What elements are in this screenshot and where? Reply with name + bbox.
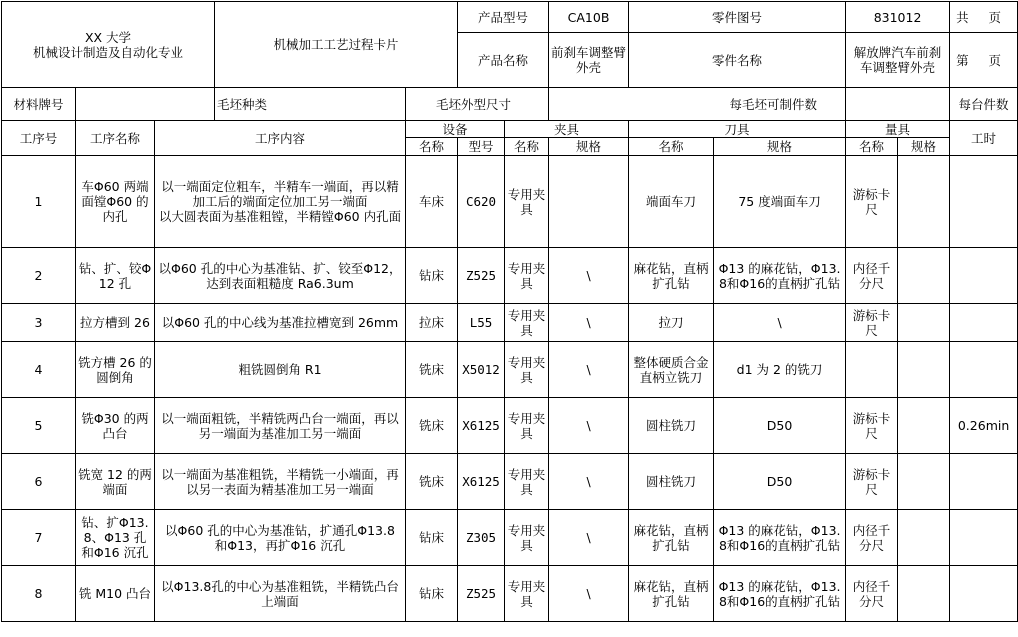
op-content: 以一端面定位粗车，半精车一端面，再以精加工后的端面定位加工另一端面 以大圆表面为基准粗镗，半精镗Φ60 内孔面 [155, 156, 406, 248]
op-equipment-name: 钻床 [406, 248, 458, 304]
op-fixture-name: 专用夹具 [505, 398, 549, 454]
op-gauge-name [846, 342, 898, 398]
sub-gauge-name: 名称 [846, 138, 898, 156]
part-drawing-value: 831012 [846, 2, 950, 33]
total-label: 共 [956, 9, 969, 25]
op-fixture-spec: \ [549, 566, 629, 622]
op-cutter-spec: Φ13 的麻花钻，Φ13.8和Φ16的直柄扩孔钻 [714, 566, 846, 622]
op-gauge-spec [898, 398, 950, 454]
op-cutter-name: 麻花钻，直柄扩孔钻 [629, 248, 714, 304]
op-gauge-spec [898, 248, 950, 304]
op-cutter-spec: Φ13 的麻花钻，Φ13.8和Φ16的直柄扩孔钻 [714, 248, 846, 304]
table-row [2, 304, 1018, 342]
per-unit-label: 每台件数 [950, 88, 1018, 121]
total-unit: 页 [988, 9, 1001, 25]
op-gauge-spec [898, 454, 950, 510]
per-blank-value [846, 88, 950, 121]
op-content: 以Φ60 孔的中心为基准钻，扩通孔Φ13.8 和Φ13，再扩Φ16 沉孔 [155, 510, 406, 566]
col-gauge-header: 量具 [846, 121, 950, 138]
col-name-header: 工序名称 [76, 121, 155, 156]
material-value [76, 88, 215, 121]
op-name: 钻、扩、铰Φ12 孔 [76, 248, 155, 304]
per-blank-label: 每毛坯可制件数 [549, 88, 846, 121]
product-name-value: 前刹车调整臂外壳 [549, 33, 629, 88]
op-equipment-name: 钻床 [406, 566, 458, 622]
card-title: 机械加工工艺过程卡片 [215, 2, 458, 88]
op-content: 以Φ60 孔的中心为基准钻、扩、铰至Φ12，达到表面粗糙度 Ra6.3um [155, 248, 406, 304]
blank-size-label: 毛坯外型尺寸 [406, 88, 549, 121]
op-cutter-name: 麻花钻，直柄扩孔钻 [629, 510, 714, 566]
col-no-header: 工序号 [2, 121, 76, 156]
op-content: 粗铣圆倒角 R1 [155, 342, 406, 398]
op-equipment-model: X6125 [458, 454, 505, 510]
op-cutter-spec: D50 [714, 454, 846, 510]
op-no: 8 [2, 566, 76, 622]
op-name: 铣宽 12 的两端面 [76, 454, 155, 510]
op-no: 4 [2, 342, 76, 398]
sub-equipment-name: 名称 [406, 138, 458, 156]
op-gauge-spec [898, 342, 950, 398]
op-cutter-name: 整体硬质合金直柄立铣刀 [629, 342, 714, 398]
op-equipment-model: L55 [458, 304, 505, 342]
op-equipment-name: 铣床 [406, 342, 458, 398]
process-card-table [1, 1, 1018, 622]
op-equipment-model: Z305 [458, 510, 505, 566]
page-number-cell [950, 33, 1018, 88]
table-row [2, 454, 1018, 510]
op-content: 以Φ13.8孔的中心为基准粗铣，半精铣凸台上端面 [155, 566, 406, 622]
op-cutter-name: 圆柱铣刀 [629, 398, 714, 454]
op-name: 钻、扩Φ13.8、Φ13 孔和Φ16 沉孔 [76, 510, 155, 566]
op-equipment-model: Z525 [458, 566, 505, 622]
op-cutter-spec: d1 为 2 的铣刀 [714, 342, 846, 398]
op-gauge-name: 游标卡尺 [846, 156, 898, 248]
product-model-label: 产品型号 [458, 2, 549, 33]
op-no: 1 [2, 156, 76, 248]
school-name: XX 大学 [84, 29, 132, 45]
op-fixture-spec: \ [549, 304, 629, 342]
total-pages-cell [950, 2, 1018, 33]
op-no: 7 [2, 510, 76, 566]
op-name: 铣Φ30 的两凸台 [76, 398, 155, 454]
op-equipment-name: 拉床 [406, 304, 458, 342]
op-fixture-name: 专用夹具 [505, 566, 549, 622]
product-model-value: CA10B [549, 2, 629, 33]
part-name-value: 解放牌汽车前刹车调整臂外壳 [846, 33, 950, 88]
part-name-label: 零件名称 [629, 33, 846, 88]
op-equipment-model: C620 [458, 156, 505, 248]
op-fixture-spec [549, 156, 629, 248]
op-equipment-model: X5012 [458, 342, 505, 398]
table-row [2, 156, 1018, 248]
op-time [950, 342, 1018, 398]
material-label: 材料牌号 [2, 88, 76, 121]
op-no: 3 [2, 304, 76, 342]
table-row [2, 248, 1018, 304]
op-equipment-name: 钻床 [406, 510, 458, 566]
op-cutter-spec: Φ13 的麻花钻，Φ13.8和Φ16的直柄扩孔钻 [714, 510, 846, 566]
table-row [2, 566, 1018, 622]
op-cutter-spec: \ [714, 304, 846, 342]
product-name-label: 产品名称 [458, 33, 549, 88]
op-fixture-spec: \ [549, 342, 629, 398]
op-fixture-name: 专用夹具 [505, 156, 549, 248]
major-name: 机械设计制造及自动化专业 [32, 44, 183, 60]
op-equipment-model: Z525 [458, 248, 505, 304]
op-fixture-name: 专用夹具 [505, 342, 549, 398]
table-row [2, 510, 1018, 566]
op-no: 5 [2, 398, 76, 454]
op-gauge-spec [898, 156, 950, 248]
op-equipment-name: 车床 [406, 156, 458, 248]
table-row [2, 398, 1018, 454]
sub-gauge-spec: 规格 [898, 138, 950, 156]
op-time [950, 304, 1018, 342]
op-gauge-name: 游标卡尺 [846, 398, 898, 454]
op-cutter-name: 端面车刀 [629, 156, 714, 248]
sub-fixture-name: 名称 [505, 138, 549, 156]
sub-equipment-model: 型号 [458, 138, 505, 156]
sub-cutter-spec: 规格 [714, 138, 846, 156]
op-content: 以一端面粗铣，半精铣两凸台一端面，再以另一端面为基准加工另一端面 [155, 398, 406, 454]
op-fixture-spec: \ [549, 510, 629, 566]
col-time-header: 工时 [950, 121, 1018, 156]
op-gauge-name: 内径千分尺 [846, 566, 898, 622]
op-gauge-spec [898, 510, 950, 566]
op-time [950, 566, 1018, 622]
op-fixture-name: 专用夹具 [505, 454, 549, 510]
blank-type-label: 毛坯种类 [215, 88, 406, 121]
op-gauge-spec [898, 304, 950, 342]
col-equipment-header: 设备 [406, 121, 505, 138]
op-gauge-name: 游标卡尺 [846, 454, 898, 510]
op-time [950, 510, 1018, 566]
op-fixture-spec: \ [549, 248, 629, 304]
op-name: 铣 M10 凸台 [76, 566, 155, 622]
sub-fixture-spec: 规格 [549, 138, 629, 156]
op-cutter-spec: D50 [714, 398, 846, 454]
op-gauge-name: 游标卡尺 [846, 304, 898, 342]
op-no: 2 [2, 248, 76, 304]
op-fixture-name: 专用夹具 [505, 248, 549, 304]
col-content-header: 工序内容 [155, 121, 406, 156]
op-name: 拉方槽到 26 [76, 304, 155, 342]
sub-cutter-name: 名称 [629, 138, 714, 156]
op-time [950, 248, 1018, 304]
col-fixture-header: 夹具 [505, 121, 629, 138]
op-fixture-name: 专用夹具 [505, 510, 549, 566]
op-gauge-name: 内径千分尺 [846, 510, 898, 566]
op-content: 以Φ60 孔的中心线为基准拉槽宽到 26mm [155, 304, 406, 342]
page-label: 第 [956, 52, 969, 68]
page-unit: 页 [988, 52, 1001, 68]
op-fixture-spec: \ [549, 454, 629, 510]
part-drawing-label: 零件图号 [629, 2, 846, 33]
table-row [2, 342, 1018, 398]
op-equipment-model: X6125 [458, 398, 505, 454]
op-equipment-name: 铣床 [406, 454, 458, 510]
op-time [950, 156, 1018, 248]
op-gauge-spec [898, 566, 950, 622]
op-fixture-name: 专用夹具 [505, 304, 549, 342]
op-name: 铣方槽 26 的圆倒角 [76, 342, 155, 398]
op-equipment-name: 铣床 [406, 398, 458, 454]
op-name: 车Φ60 两端面镗Φ60 的内孔 [76, 156, 155, 248]
op-cutter-name: 拉刀 [629, 304, 714, 342]
op-time: 0.26min [950, 398, 1018, 454]
op-content: 以一端面为基准粗铣，半精铣一小端面，再以另一表面为精基准加工另一端面 [155, 454, 406, 510]
op-fixture-spec: \ [549, 398, 629, 454]
op-time [950, 454, 1018, 510]
op-cutter-name: 圆柱铣刀 [629, 454, 714, 510]
col-cutter-header: 刀具 [629, 121, 846, 138]
op-cutter-spec: 75 度端面车刀 [714, 156, 846, 248]
school-cell [2, 2, 215, 88]
op-cutter-name: 麻花钻，直柄扩孔钻 [629, 566, 714, 622]
op-no: 6 [2, 454, 76, 510]
op-gauge-name: 内径千分尺 [846, 248, 898, 304]
